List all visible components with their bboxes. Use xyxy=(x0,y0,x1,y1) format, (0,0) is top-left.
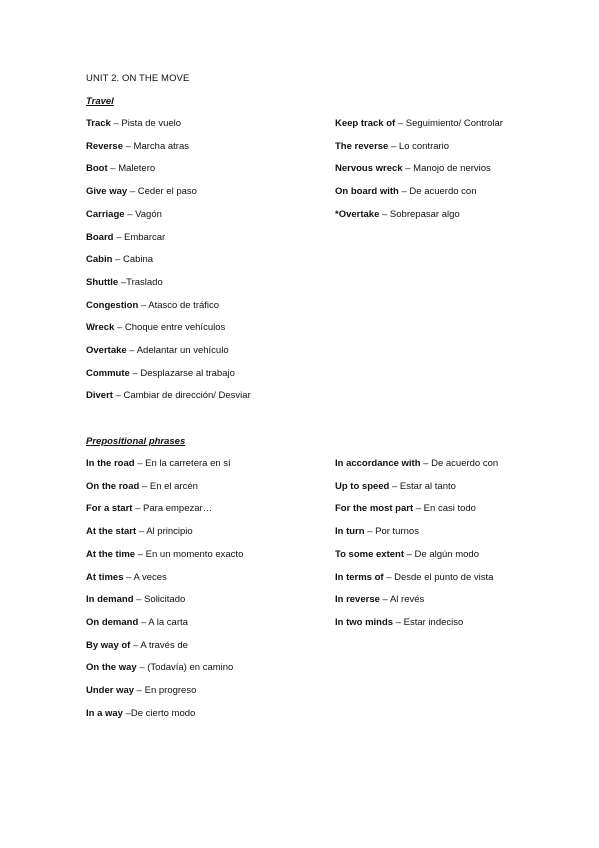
vocab-definition: – Solicitado xyxy=(133,594,186,606)
vocab-term: Carriage xyxy=(86,208,125,220)
vocab-definition: – Sobrepasar algo xyxy=(379,208,460,220)
vocab-entry xyxy=(335,503,476,514)
vocab-term: In terms of xyxy=(335,571,384,583)
unit-title: UNIT 2. ON THE MOVE xyxy=(86,73,190,84)
vocab-definition: – Choque entre vehículos xyxy=(114,322,226,334)
vocab-entry xyxy=(335,209,460,220)
vocab-entry xyxy=(86,209,162,220)
vocab-entry xyxy=(86,345,229,356)
vocab-term: On the way xyxy=(86,662,137,674)
vocab-entry xyxy=(86,390,251,401)
vocab-entry xyxy=(86,594,185,605)
vocab-definition: – Manojo de nervios xyxy=(402,163,491,175)
vocab-entry xyxy=(86,277,163,288)
vocab-term: Boot xyxy=(86,163,108,175)
vocab-definition: – Maletero xyxy=(107,163,156,175)
vocab-entry xyxy=(335,549,479,560)
vocab-entry xyxy=(335,594,424,605)
vocab-definition: – Ceder el paso xyxy=(127,186,197,198)
vocab-term: The reverse xyxy=(335,140,389,152)
vocab-term: Reverse xyxy=(86,140,123,152)
vocab-definition: – Desde el punto de vista xyxy=(383,571,494,583)
vocab-term: For a start xyxy=(86,503,133,515)
vocab-definition: – A través de xyxy=(130,639,188,651)
vocab-term: To some extent xyxy=(335,548,404,560)
vocab-entry xyxy=(86,141,189,152)
vocab-definition: – Lo contrario xyxy=(388,140,450,152)
vocab-entry xyxy=(335,617,463,628)
vocab-entry xyxy=(335,141,449,152)
vocab-term: In two minds xyxy=(335,616,394,628)
vocab-definition: – De acuerdo con xyxy=(420,458,499,469)
vocab-definition: – Cabina xyxy=(112,254,154,266)
vocab-entry xyxy=(86,640,188,651)
vocab-entry xyxy=(86,481,198,492)
vocab-entry xyxy=(86,685,196,696)
vocab-definition: – Por turnos xyxy=(364,526,419,538)
vocab-definition: – En la carretera en sí xyxy=(134,458,231,469)
vocab-definition: – A veces xyxy=(123,571,167,583)
vocab-term: *Overtake xyxy=(335,208,380,220)
vocab-term: On board with xyxy=(335,186,399,198)
vocab-term: Overtake xyxy=(86,345,127,356)
vocab-term: Commute xyxy=(86,367,130,379)
vocab-entry xyxy=(86,368,235,379)
section-heading-prepositional: Prepositional phrases xyxy=(86,436,186,447)
vocab-definition: – Estar indeciso xyxy=(393,616,464,628)
vocab-entry xyxy=(335,186,477,197)
vocab-definition: – De algún modo xyxy=(403,548,479,560)
vocab-definition: – Embarcar xyxy=(113,231,166,243)
vocab-term: By way of xyxy=(86,639,131,651)
vocab-term: On demand xyxy=(86,616,139,628)
vocab-definition: – Vagón xyxy=(124,208,162,220)
vocab-term: At the time xyxy=(86,548,136,560)
vocab-term: Shuttle xyxy=(86,276,119,288)
vocab-term: In accordance with xyxy=(335,458,421,469)
vocab-definition: – Desplazarse al trabajo xyxy=(129,367,235,379)
vocab-definition: –De cierto modo xyxy=(122,707,196,719)
vocab-definition: – Pista de vuelo xyxy=(110,118,182,129)
vocab-definition: – (Todavía) en camino xyxy=(136,662,234,674)
vocab-entry xyxy=(86,163,155,174)
vocab-entry xyxy=(335,458,498,469)
vocab-term: In reverse xyxy=(335,594,380,606)
vocab-term: Under way xyxy=(86,685,135,696)
vocab-entry xyxy=(86,186,197,197)
vocab-entry xyxy=(335,526,419,537)
vocab-term: Give way xyxy=(86,186,128,198)
vocab-entry xyxy=(86,322,225,333)
vocab-term: In turn xyxy=(335,526,365,538)
section-heading-travel: Travel xyxy=(86,96,114,107)
vocab-term: For the most part xyxy=(335,503,414,515)
vocab-definition: – Adelantar un vehículo xyxy=(126,345,229,356)
vocab-entry xyxy=(86,300,219,311)
vocab-entry xyxy=(86,232,165,243)
vocab-term: At times xyxy=(86,571,124,583)
vocab-entry xyxy=(86,458,231,469)
vocab-entry xyxy=(86,708,195,719)
vocab-term: Congestion xyxy=(86,299,139,311)
vocab-entry xyxy=(335,481,456,492)
vocab-term: Nervous wreck xyxy=(335,163,403,175)
vocab-definition: – Marcha atras xyxy=(122,140,189,152)
vocab-definition: – En progreso xyxy=(134,685,197,696)
vocab-entry xyxy=(335,118,503,129)
vocab-definition: –Traslado xyxy=(118,276,163,288)
vocab-entry xyxy=(86,572,167,583)
vocab-term: At the start xyxy=(86,526,137,538)
vocab-definition: – En el arcén xyxy=(139,480,198,492)
vocab-term: Keep track of xyxy=(335,118,396,129)
vocab-entry xyxy=(86,549,243,560)
vocab-entry xyxy=(86,617,188,628)
vocab-definition: – Estar al tanto xyxy=(389,480,456,492)
vocab-definition: – Al principio xyxy=(136,526,193,538)
vocab-definition: – En un momento exacto xyxy=(135,548,244,560)
vocab-entry xyxy=(86,254,153,265)
vocab-term: In demand xyxy=(86,594,134,606)
vocab-term: In a way xyxy=(86,707,123,719)
vocab-definition: – Atasco de tráfico xyxy=(138,299,220,311)
vocab-definition: – De acuerdo con xyxy=(398,186,477,198)
vocab-term: Cabin xyxy=(86,254,113,266)
vocab-definition: – Al revés xyxy=(379,594,425,606)
vocab-entry xyxy=(86,118,181,129)
vocab-definition: – A la carta xyxy=(138,616,188,628)
vocab-term: Up to speed xyxy=(335,480,390,492)
vocab-entry xyxy=(86,526,193,537)
vocab-entry xyxy=(86,662,233,673)
vocab-term: On the road xyxy=(86,480,140,492)
vocab-term: Board xyxy=(86,231,114,243)
vocab-definition: – Seguimiento/ Controlar xyxy=(395,118,503,129)
vocab-definition: – En casi todo xyxy=(413,503,476,515)
vocab-term: Wreck xyxy=(86,322,115,334)
vocab-entry xyxy=(86,503,212,514)
vocab-term: Track xyxy=(86,118,111,129)
vocab-entry xyxy=(335,572,493,583)
vocab-entry xyxy=(335,163,491,174)
vocab-definition: – Para empezar… xyxy=(132,503,213,515)
vocab-definition: – Cambiar de dirección/ Desviar xyxy=(112,390,251,402)
vocab-term: Divert xyxy=(86,390,113,402)
vocab-term: In the road xyxy=(86,458,135,469)
